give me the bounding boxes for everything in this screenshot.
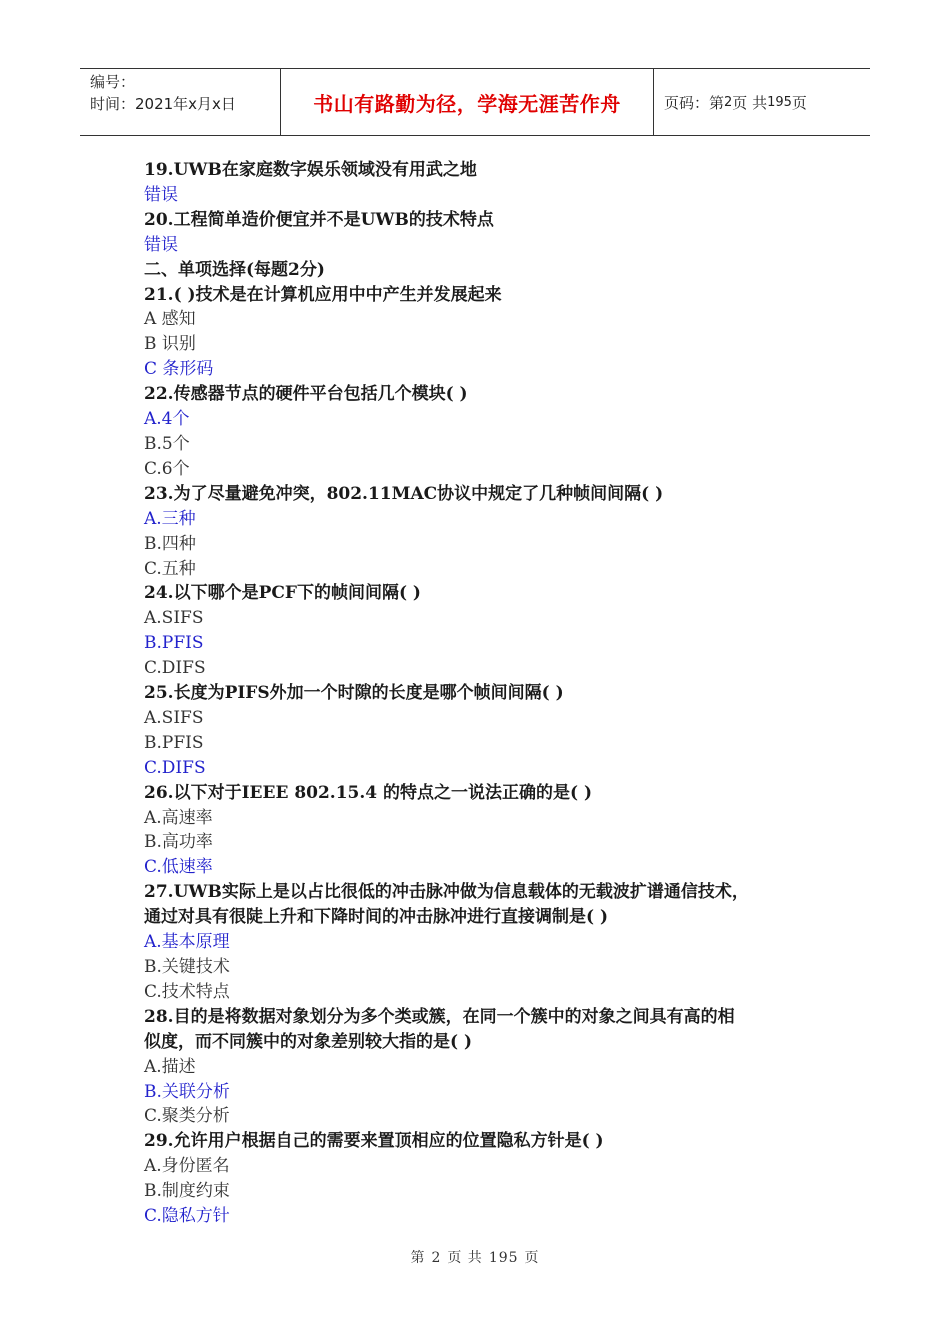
question-line: 25.长度为PIFS外加一个时隙的长度是哪个帧间间隔( ) bbox=[144, 683, 564, 704]
header-page-cell bbox=[654, 69, 870, 135]
option-line: A.SIFS bbox=[144, 608, 204, 629]
answer-line: C.DIFS bbox=[144, 757, 206, 778]
question-line: 20.工程简单造价便宜并不是UWB的技术特点 bbox=[144, 209, 494, 230]
header-page-total: 195 bbox=[767, 94, 792, 110]
question-line: 二、单项选择(每题2分) bbox=[144, 259, 325, 280]
footer-suffix: 页 bbox=[524, 1250, 540, 1266]
option-line: B.PFIS bbox=[144, 732, 204, 753]
option-line: B.高功率 bbox=[144, 832, 213, 853]
footer-page-number: 2 bbox=[431, 1250, 442, 1266]
question-list bbox=[144, 158, 824, 1229]
answer-line: 错误 bbox=[144, 184, 178, 205]
header-meta-cell bbox=[80, 69, 281, 135]
doc-time-label: 时间：2021年x月x日 bbox=[90, 95, 236, 113]
question-line: 21.( )技术是在计算机应用中中产生并发展起来 bbox=[144, 284, 502, 305]
page-footer bbox=[0, 1247, 950, 1267]
header-motto: 书山有路勤为径，学海无涯苦作舟 bbox=[313, 91, 621, 116]
question-line: 26.以下对于IEEE 802.15.4 的特点之一说法正确的是( ) bbox=[144, 782, 593, 803]
answer-line: C.低速率 bbox=[144, 857, 213, 878]
option-line: A 感知 bbox=[144, 309, 196, 330]
footer-page-total: 195 bbox=[488, 1250, 519, 1266]
answer-line: B.关联分析 bbox=[144, 1081, 230, 1102]
header-page-number: 2 bbox=[724, 94, 733, 110]
answer-line: B.PFIS bbox=[144, 633, 204, 654]
option-line: A.身份匿名 bbox=[144, 1156, 230, 1177]
header-motto-cell bbox=[281, 69, 654, 135]
question-line: 28.目的是将数据对象划分为多个类或簇，在同一个簇中的对象之间具有高的相 bbox=[144, 1006, 735, 1027]
question-line: 通过对具有很陡上升和下降时间的冲击脉冲进行直接调制是( ) bbox=[144, 907, 609, 928]
question-line: 似度，而不同簇中的对象差别较大指的是( ) bbox=[144, 1031, 473, 1052]
option-line: C.聚类分析 bbox=[144, 1106, 230, 1127]
option-line: C.技术特点 bbox=[144, 981, 230, 1002]
option-line: B 识别 bbox=[144, 334, 196, 355]
question-line: 29.允许用户根据自己的需要来置顶相应的位置隐私方针是( ) bbox=[144, 1131, 604, 1152]
question-line: 22.传感器节点的硬件平台包括几个模块( ) bbox=[144, 384, 468, 405]
header-page-suffix: 页 bbox=[791, 93, 807, 112]
option-line: B.5个 bbox=[144, 433, 190, 454]
header-page-prefix: 页码：第 bbox=[664, 93, 725, 112]
answer-line: A.4个 bbox=[144, 409, 190, 430]
option-line: B.制度约束 bbox=[144, 1181, 230, 1202]
header-page-mid: 页 共 bbox=[732, 93, 768, 112]
answer-line: A.三种 bbox=[144, 508, 196, 529]
option-line: C.6个 bbox=[144, 458, 190, 479]
answer-line: A.基本原理 bbox=[144, 932, 230, 953]
footer-prefix: 第 bbox=[410, 1250, 426, 1266]
option-line: A.高速率 bbox=[144, 807, 213, 828]
question-line: 24.以下哪个是PCF下的帧间间隔( ) bbox=[144, 583, 421, 604]
answer-line: C 条形码 bbox=[144, 359, 214, 380]
doc-number-label: 编号： bbox=[90, 73, 136, 91]
option-line: C.DIFS bbox=[144, 658, 206, 679]
question-line: 27.UWB实际上是以占比很低的冲击脉冲做为信息载体的无载波扩谱通信技术， bbox=[144, 882, 749, 903]
footer-mid: 页 共 bbox=[447, 1250, 483, 1266]
question-line: 19.UWB在家庭数字娱乐领域没有用武之地 bbox=[144, 160, 477, 180]
option-line: C.五种 bbox=[144, 558, 196, 579]
header-table bbox=[80, 68, 870, 136]
question-line: 23.为了尽量避免冲突，802.11MAC协议中规定了几种帧间间隔( ) bbox=[144, 483, 664, 504]
option-line: B.关键技术 bbox=[144, 957, 230, 977]
answer-line: C.隐私方针 bbox=[144, 1206, 230, 1227]
answer-line: 错误 bbox=[144, 234, 178, 255]
option-line: A.描述 bbox=[144, 1056, 196, 1077]
option-line: B.四种 bbox=[144, 533, 196, 554]
option-line: A.SIFS bbox=[144, 707, 204, 728]
